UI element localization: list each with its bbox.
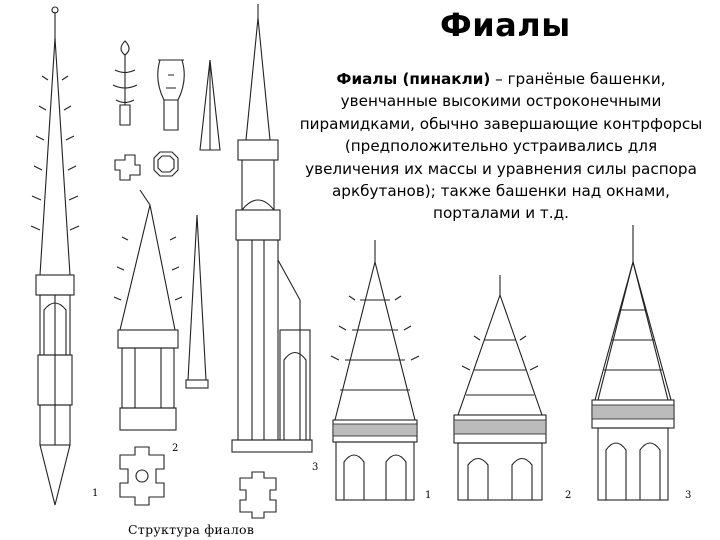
plan-drawing-2	[240, 472, 276, 518]
pinnacle-right-2	[454, 275, 546, 500]
octagon-plan-small	[154, 152, 178, 176]
spire-tip-drawing	[200, 60, 220, 150]
cross-plan-small	[115, 155, 140, 180]
crocket-ornament	[158, 60, 185, 130]
figure-number-1: 1	[92, 488, 99, 499]
right-figure-number-2: 2	[565, 490, 572, 501]
figure-number-3: 3	[312, 462, 319, 473]
right-figure-number-1: 1	[425, 490, 432, 501]
slide-title: Фиалы	[440, 6, 571, 44]
plan-drawing-1	[120, 447, 164, 505]
pinnacle-drawing-1	[31, 7, 79, 505]
description-body: – гранёные башенки, увенчанные высокими остроконечными пирамидками, обычно завершающие контрфорсы (предположительно устраивались для увеличения их массы и уравнения силы распора аркбутанов); также башенки над окнами, порталами и т.д.	[299, 70, 703, 223]
pinnacle-drawing-2	[114, 190, 182, 430]
right-figure-number-3: 3	[685, 490, 692, 501]
figure-number-2: 2	[172, 443, 179, 454]
pinnacle-drawing-3	[232, 4, 312, 452]
pinnacle-right-1	[331, 240, 419, 500]
finial-ornament	[113, 41, 137, 125]
pinnacle-right-3	[592, 225, 674, 500]
narrow-spire-drawing	[186, 215, 208, 388]
figure-caption: Структура фиалов	[128, 522, 255, 537]
description-term: Фиалы (пинакли)	[336, 70, 491, 88]
